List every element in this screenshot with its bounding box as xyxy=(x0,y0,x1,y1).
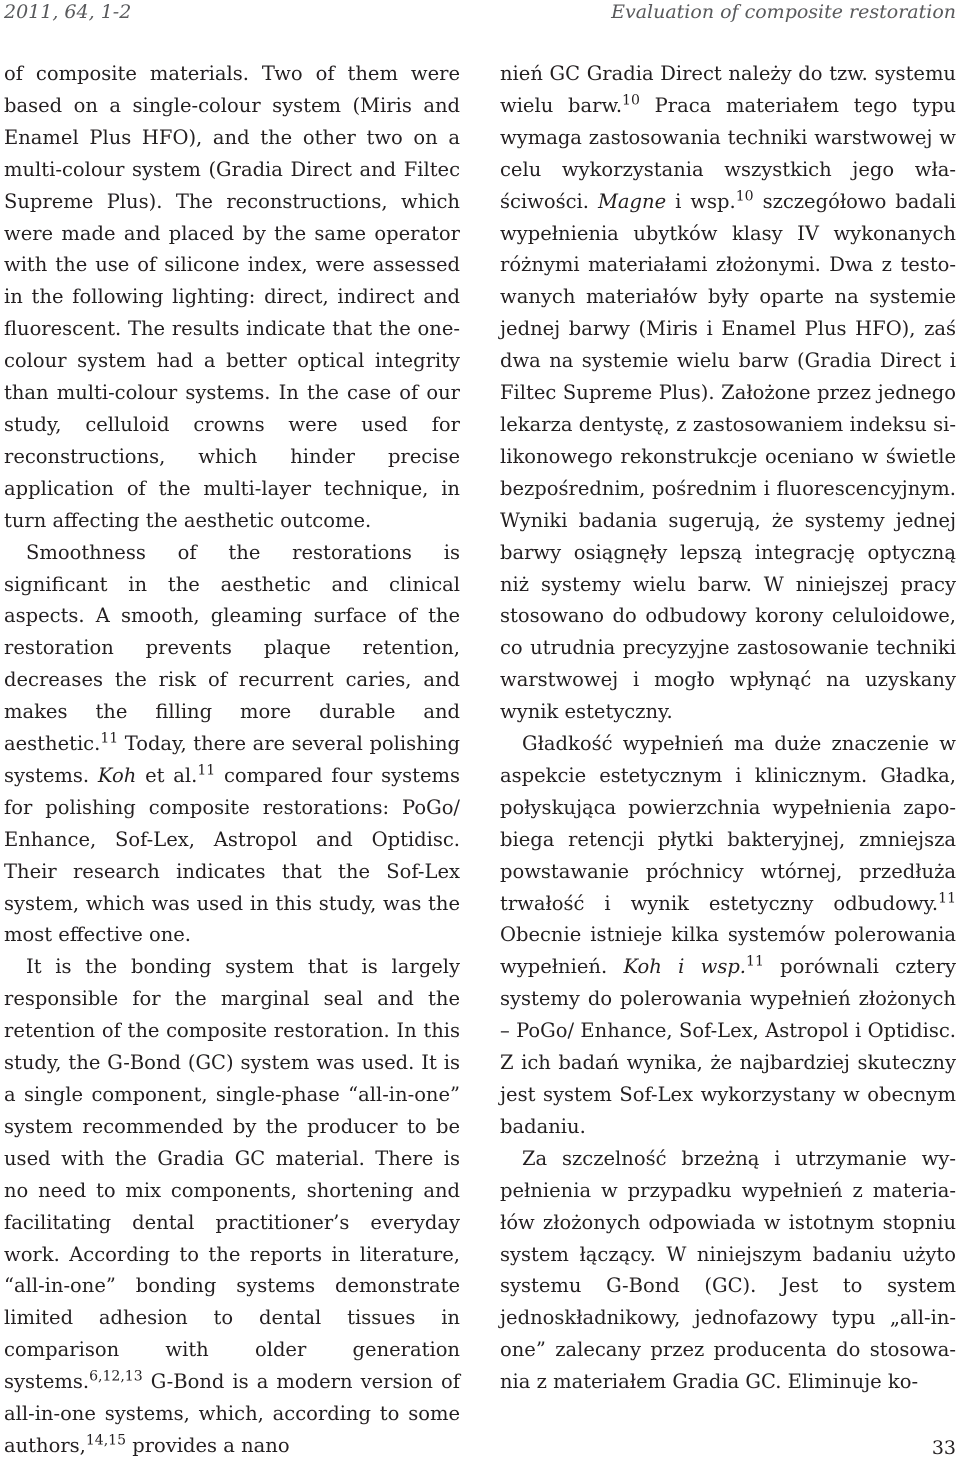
author-name: Magne xyxy=(597,189,667,213)
citation-ref: 11 xyxy=(197,762,216,779)
citation-ref: 14,15 xyxy=(85,1432,127,1449)
citation-ref: 11 xyxy=(938,889,956,906)
citation-ref: 11 xyxy=(746,953,764,970)
citation-ref: 11 xyxy=(100,730,119,747)
paragraph-szczelnosc: Za szczelność brzeżną i utrzymanie wypełnienia w przypadku wypełnień z materiałów złożonych odpowiada w istotnym stopniu system łączący. W niniejszym badaniu użyto systemu G-Bond (GC). Jest to system jednoskładnikowy, jednofazowy typu „all-in-one” zalecany przez producenta do stosowania z materiałem Gradia GC. Eliminuje ko- xyxy=(500,1146,956,1394)
page-number: 33 xyxy=(931,1437,956,1459)
paragraph-smoothness: Smoothness of the restorations is significant in the aesthetic and clinical aspects. A smooth, gleaming surface of the restoration prevents plaque retention, decreases the risk of recurrent caries, and makes the filling more durable and aesthetic.$^{11}$ Today, there are several polishing systems. Koh et al.$^{11}$ compared four systems for polishing composite restorations: PoGo/ Enhance, Sof-Lex, Astropol and Optidisc. Their research indicates that the Sof-Lex system, which was used in this study, was the most effective one. xyxy=(4,540,460,947)
paragraph-color-systems: of composite materials. Two of them were based on a single-colour system (Miris and Enamel Plus HFO), and the other two on a multi-colour system (Gradia Direct and Filtec Supreme Plus). The reconstructions, which were made and placed by the same operator with the use of silicone index, were assessed in the following lighting: direct, indirect and fluorescent. The results indicate that the one-colour system had a better optical integrity than multi-colour systems. In the case of our study, celluloid crowns were used for reconstructions, which hinder precise application of the multi-layer technique, in turn affecting the aesthetic outcome. xyxy=(4,62,460,532)
polish-column xyxy=(500,58,956,1398)
running-title: Evaluation of composite restoration xyxy=(611,1,956,23)
citation-ref: 6,12,13 xyxy=(89,1368,143,1385)
english-column xyxy=(4,58,460,1462)
paragraph-multicolor: nień GC Gradia Direct należy do tzw. systemu wielu barw.$^{10}$ Praca materiałem tego typu wymaga zastosowania techniki warstwowej w celu wykorzystania wszystkich jego właściwości. Magne i wsp.$^{10}$ szczegółowo badali wypełnienia ubytków klasy IV wykonanych różnymi materiałami złożonymi. Dwa z testowanych materiałów były oparte na systemie jednej barwy (Miris i Enamel Plus HFO), zaś dwa na systemie wielu barw (Gradia Direct i Filtec Supreme Plus). Założone przez jednego lekarza dentystę, z zastosowaniem indeksu silikonowego rekonstrukcje oceniano w świetle bezpośrednim, pośrednim i fluorescencyjnym. Wyniki badania sugerują, że systemy jednej barwy osiągnęły lepszą integrację optyczną niż systemy wielu barw. W niniejszej pracy stosowano do odbudowy korony celuloidowe, co utrudnia precyzyjne zastosowanie techniki warstwowej i mogło wpłynąć na uzyskany wynik estetyczny. xyxy=(500,62,956,724)
journal-issue: 2011, 64, 1-2 xyxy=(4,1,132,23)
author-name: Koh i wsp. xyxy=(623,955,747,979)
author-name: Koh xyxy=(97,763,137,787)
paragraph-gladkosc: Gładkość wypełnień ma duże znaczenie w aspekcie estetycznym i klinicznym. Gładka, połyskująca powierzchnia wypełnienia zapobiega retencji płytki bakteryjnej, zmniejsza powstawanie próchnicy wtórnej, przedłuża trwałość i wynik estetyczny odbudowy.$^{11}$ Obecnie istnieje kilka systemów polerowania wypełnień. Koh i wsp.$^{11}$ porównali cztery systemy do polerowania wypełnień złożonych – PoGo/ Enhance, Sof-Lex, Astropol i Optidisc. Z ich badań wynika, że najbardziej skuteczny jest system Sof-Lex wykorzystany w obecnym badaniu. xyxy=(500,732,957,1138)
paragraph-bonding-system: It is the bonding system that is largely responsible for the marginal seal and the retention of the composite restoration. In this study, the G-Bond (GC) system was used. It is a single component, single-phase “all-in-one” system recommended by the producer to be used with the Gradia GC material. There is no need to mix components, shortening and facilitating dental practitioner’s everyday work. According to the reports in literature, “all-in-one” bonding systems demonstrate limited adhesion to dental tissues in comparison with older generation systems.$^{6,12,13}$ G-Bond is a modern version of all-in-one systems, which, according to some authors,$^{14,15}$ provides a nano xyxy=(4,955,460,1457)
running-header xyxy=(4,0,956,26)
citation-ref: 10 xyxy=(735,187,754,204)
citation-ref: 10 xyxy=(622,92,640,109)
